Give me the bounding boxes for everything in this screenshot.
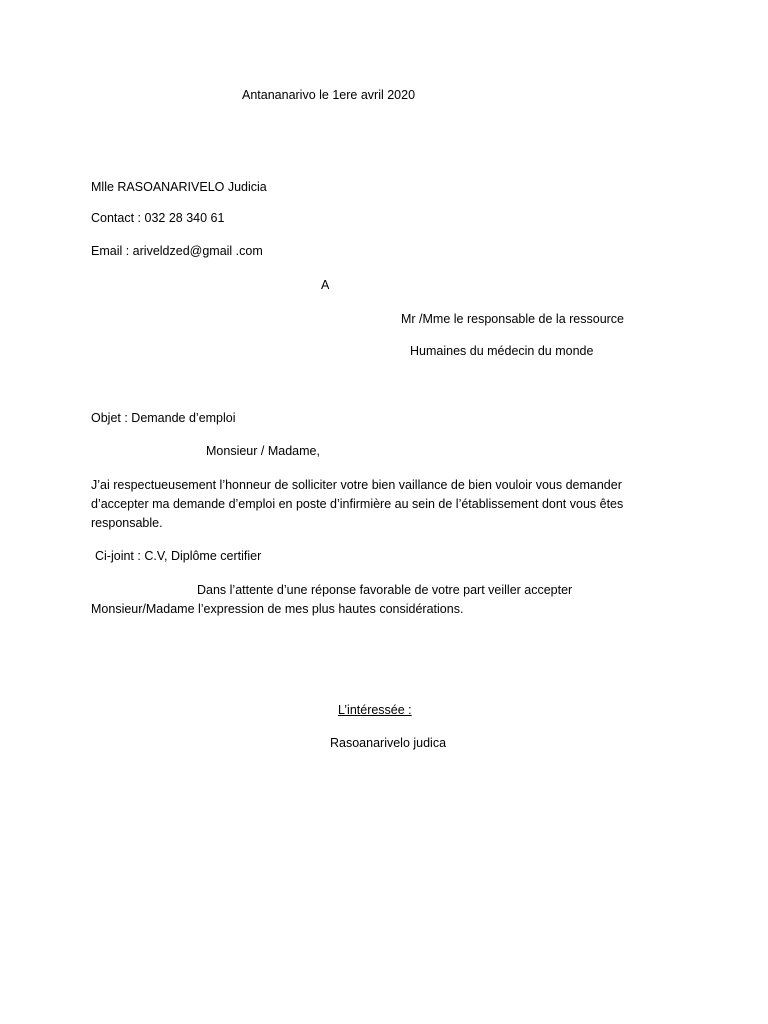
sender-email: Email : ariveldzed@gmail .com [91,244,263,258]
body-line-3: responsable. [91,516,163,530]
closing-line-1: Dans l’attente d’une réponse favorable de votre part veiller accepter [197,583,573,597]
signature-name: Rasoanarivelo judica [330,736,447,750]
salutation: Monsieur / Madame, [206,444,320,458]
date-line: Antananarivo le 1ere avril 2020 [242,88,416,102]
recipient-line-1: Mr /Mme le responsable de la ressource [401,312,625,326]
signature-label: L’intéressée : [338,703,412,717]
sender-contact: Contact : 032 28 340 61 [91,211,225,225]
recipient-line-2: Humaines du médecin du monde [410,344,594,358]
recipient-prefix: A [321,278,330,292]
sender-name: Mlle RASOANARIVELO Judicia [91,180,267,194]
body-line-1: J’ai respectueusement l’honneur de solliciter votre bien vaillance de bien vouloir vous demander [91,478,622,492]
body-line-2: d’accepter ma demande d’emploi en poste d’infirmière au sein de l’établissement dont vous êtes [91,497,624,511]
attachments-line: Ci-joint : C.V, Diplôme certifier [95,549,262,563]
subject-line: Objet : Demande d’emploi [91,411,236,425]
closing-line-2: Monsieur/Madame l’expression de mes plus hautes considérations. [91,602,464,616]
